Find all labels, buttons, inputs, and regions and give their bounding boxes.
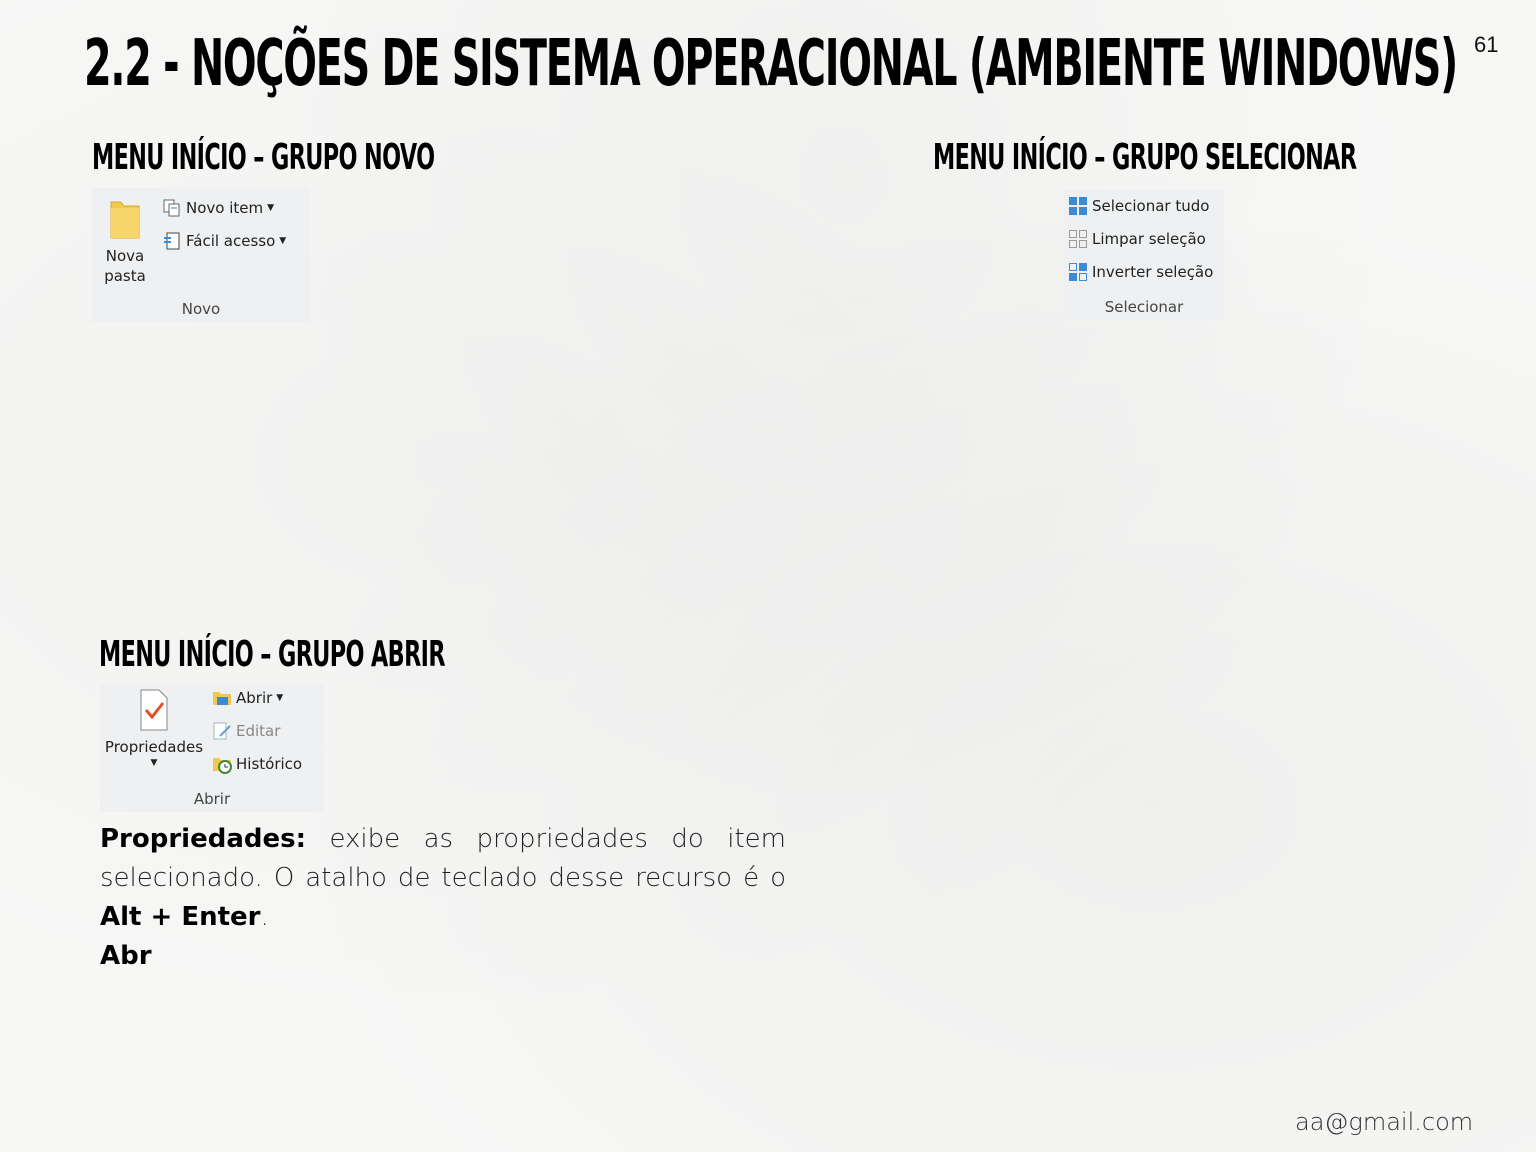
chevron-down-icon: ▼	[150, 758, 158, 768]
folder-icon	[108, 198, 142, 242]
new-item-label: Novo item	[186, 199, 264, 217]
history-button[interactable]	[212, 754, 302, 774]
invert-selection-button[interactable]	[1068, 262, 1213, 282]
shortcut-text: Alt + Enter	[100, 902, 261, 932]
group-label-selecionar: Selecionar	[1104, 298, 1184, 316]
edit-button[interactable]	[212, 721, 280, 741]
new-item-icon	[162, 198, 182, 218]
properties-label: Propriedades	[104, 738, 204, 756]
ribbon-group-novo	[92, 188, 310, 322]
open-folder-icon	[212, 688, 232, 708]
page-title: 2.2 - NOÇÕES DE SISTEMA OPERACIONAL (AMBIENTE WINDOWS)	[84, 27, 1458, 101]
chevron-down-icon: ▼	[279, 236, 287, 246]
invert-selection-icon	[1068, 262, 1088, 282]
group-label-abrir: Abrir	[193, 790, 231, 808]
edit-icon	[212, 721, 232, 741]
select-all-button[interactable]	[1068, 196, 1209, 216]
easy-access-icon	[162, 231, 182, 251]
page-number: 61	[1474, 32, 1499, 57]
easy-access-button[interactable]	[162, 231, 286, 251]
edit-label: Editar	[236, 722, 281, 740]
trailing-text: Abr	[100, 941, 152, 971]
section-heading-selecionar: MENU INÍCIO – GRUPO SELECIONAR	[933, 137, 1357, 178]
ribbon-group-selecionar	[1064, 190, 1224, 320]
description-paragraph	[100, 820, 786, 976]
clear-selection-label: Limpar seleção	[1092, 230, 1206, 248]
open-label: Abrir	[236, 689, 273, 707]
clear-selection-button[interactable]	[1068, 229, 1206, 249]
easy-access-label: Fácil acesso	[186, 232, 276, 250]
group-label-novo: Novo	[181, 300, 221, 318]
clear-selection-icon	[1068, 229, 1088, 249]
chevron-down-icon: ▼	[267, 203, 275, 213]
select-all-label: Selecionar tudo	[1092, 197, 1210, 215]
invert-selection-label: Inverter seleção	[1092, 263, 1214, 281]
description-text: exibe as propriedades do item selecionado. O atalho de teclado desse recurso é o	[100, 824, 786, 893]
term-label: Propriedades:	[100, 824, 306, 854]
section-heading-novo: MENU INÍCIO – GRUPO NOVO	[92, 137, 435, 178]
section-heading-abrir: MENU INÍCIO – GRUPO ABRIR	[99, 634, 445, 675]
history-label: Histórico	[236, 755, 303, 773]
chevron-down-icon: ▼	[276, 693, 284, 703]
new-folder-label: Nova pasta	[104, 247, 146, 285]
new-item-button[interactable]	[162, 198, 274, 218]
select-all-icon	[1068, 196, 1088, 216]
open-button[interactable]	[212, 688, 283, 708]
history-icon	[212, 754, 232, 774]
properties-button[interactable]	[102, 688, 206, 768]
footer-email: aa@gmail.com	[1295, 1108, 1474, 1136]
period-text: .	[260, 902, 269, 932]
new-folder-button[interactable]	[102, 198, 148, 286]
properties-icon	[137, 688, 171, 732]
ribbon-group-abrir	[100, 684, 324, 812]
